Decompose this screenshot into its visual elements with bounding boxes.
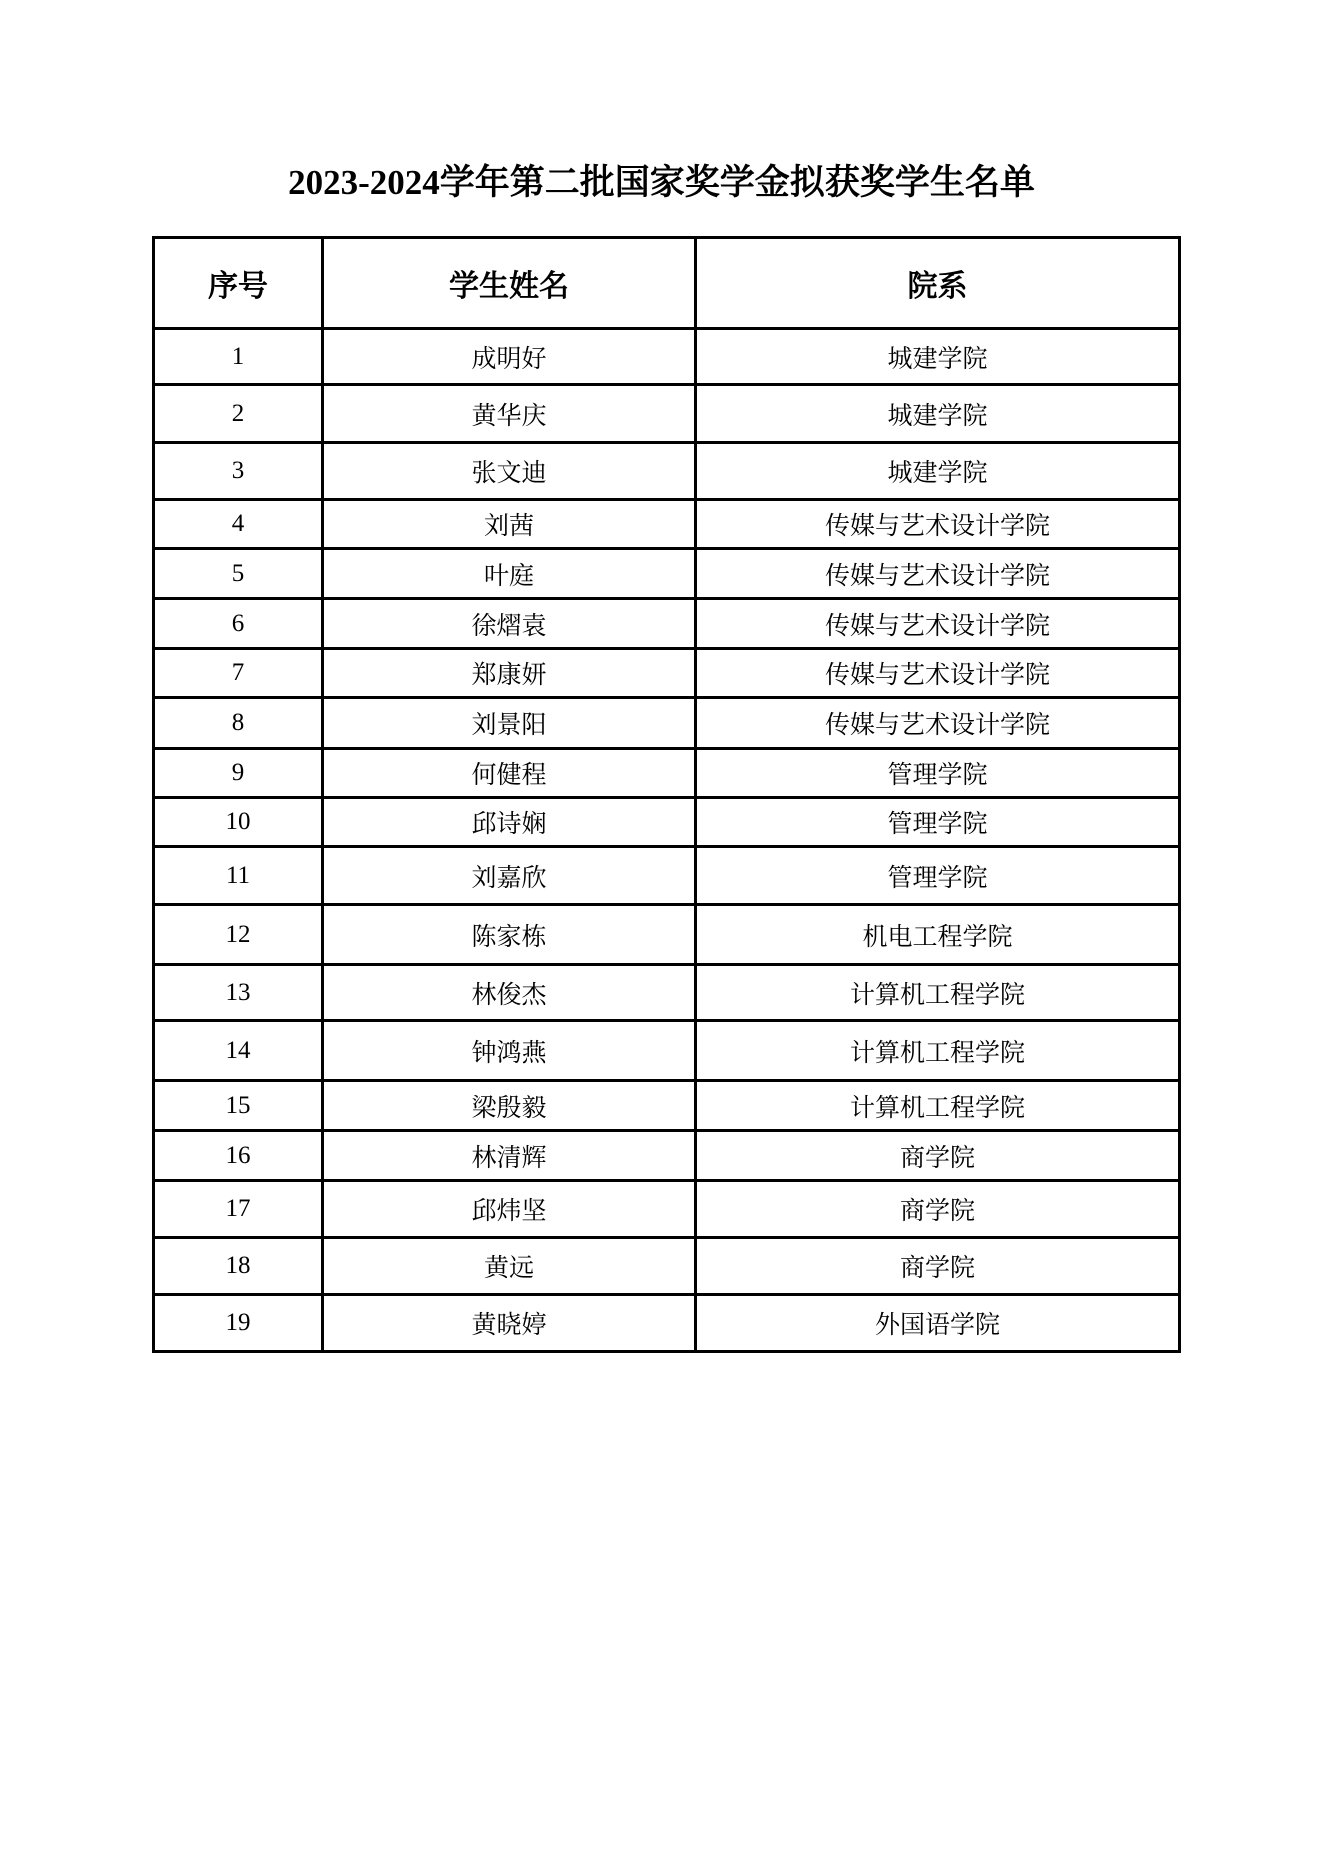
department: 城建学院 [696, 443, 1180, 500]
department: 城建学院 [696, 385, 1180, 443]
student-name: 钟鸿燕 [323, 1021, 696, 1081]
student-name: 林俊杰 [323, 965, 696, 1021]
table-row [154, 1131, 1180, 1181]
row-number: 16 [154, 1131, 323, 1181]
header-department: 院系 [696, 238, 1180, 329]
table-row [154, 1021, 1180, 1081]
department: 商学院 [696, 1238, 1180, 1295]
department: 商学院 [696, 1181, 1180, 1238]
table-row [154, 329, 1180, 385]
table-row [154, 1238, 1180, 1295]
department: 计算机工程学院 [696, 1081, 1180, 1131]
student-name: 陈家栋 [323, 905, 696, 965]
student-name: 刘嘉欣 [323, 847, 696, 905]
department: 管理学院 [696, 749, 1180, 798]
department: 外国语学院 [696, 1295, 1180, 1352]
student-name: 林清辉 [323, 1131, 696, 1181]
department: 传媒与艺术设计学院 [696, 698, 1180, 749]
department: 商学院 [696, 1131, 1180, 1181]
table-row [154, 500, 1180, 549]
table-row [154, 847, 1180, 905]
row-number: 19 [154, 1295, 323, 1352]
department: 计算机工程学院 [696, 965, 1180, 1021]
row-number: 11 [154, 847, 323, 905]
row-number: 7 [154, 649, 323, 698]
row-number: 4 [154, 500, 323, 549]
table-row [154, 649, 1180, 698]
row-number: 9 [154, 749, 323, 798]
row-number: 13 [154, 965, 323, 1021]
department: 机电工程学院 [696, 905, 1180, 965]
row-number: 5 [154, 549, 323, 599]
department: 传媒与艺术设计学院 [696, 549, 1180, 599]
student-name: 郑康妍 [323, 649, 696, 698]
row-number: 12 [154, 905, 323, 965]
department: 管理学院 [696, 798, 1180, 847]
table-row [154, 599, 1180, 649]
table-row [154, 385, 1180, 443]
student-name: 刘茜 [323, 500, 696, 549]
row-number: 3 [154, 443, 323, 500]
row-number: 6 [154, 599, 323, 649]
department: 传媒与艺术设计学院 [696, 649, 1180, 698]
header-student-name: 学生姓名 [323, 238, 696, 329]
row-number: 1 [154, 329, 323, 385]
student-name: 何健程 [323, 749, 696, 798]
student-name: 成明好 [323, 329, 696, 385]
student-name: 邱炜坚 [323, 1181, 696, 1238]
award-list-table [152, 236, 1181, 1353]
student-name: 张文迪 [323, 443, 696, 500]
table-row [154, 1181, 1180, 1238]
student-name: 徐熠袁 [323, 599, 696, 649]
student-name: 黄远 [323, 1238, 696, 1295]
department: 城建学院 [696, 329, 1180, 385]
student-name: 黄华庆 [323, 385, 696, 443]
row-number: 18 [154, 1238, 323, 1295]
student-name: 梁殷毅 [323, 1081, 696, 1131]
row-number: 10 [154, 798, 323, 847]
department: 传媒与艺术设计学院 [696, 599, 1180, 649]
department: 传媒与艺术设计学院 [696, 500, 1180, 549]
row-number: 17 [154, 1181, 323, 1238]
table-row [154, 1295, 1180, 1352]
department: 计算机工程学院 [696, 1021, 1180, 1081]
table-row [154, 1081, 1180, 1131]
student-name: 邱诗娴 [323, 798, 696, 847]
table-row [154, 549, 1180, 599]
table-header-row [154, 238, 1180, 329]
row-number: 15 [154, 1081, 323, 1131]
table-row [154, 798, 1180, 847]
row-number: 14 [154, 1021, 323, 1081]
header-number: 序号 [154, 238, 323, 329]
student-name: 叶庭 [323, 549, 696, 599]
table-row [154, 698, 1180, 749]
student-name: 刘景阳 [323, 698, 696, 749]
row-number: 2 [154, 385, 323, 443]
department: 管理学院 [696, 847, 1180, 905]
table-row [154, 965, 1180, 1021]
row-number: 8 [154, 698, 323, 749]
table-row [154, 443, 1180, 500]
student-name: 黄晓婷 [323, 1295, 696, 1352]
page-title: 2023-2024学年第二批国家奖学金拟获奖学生名单 [288, 163, 1035, 202]
table-row [154, 749, 1180, 798]
table-row [154, 905, 1180, 965]
